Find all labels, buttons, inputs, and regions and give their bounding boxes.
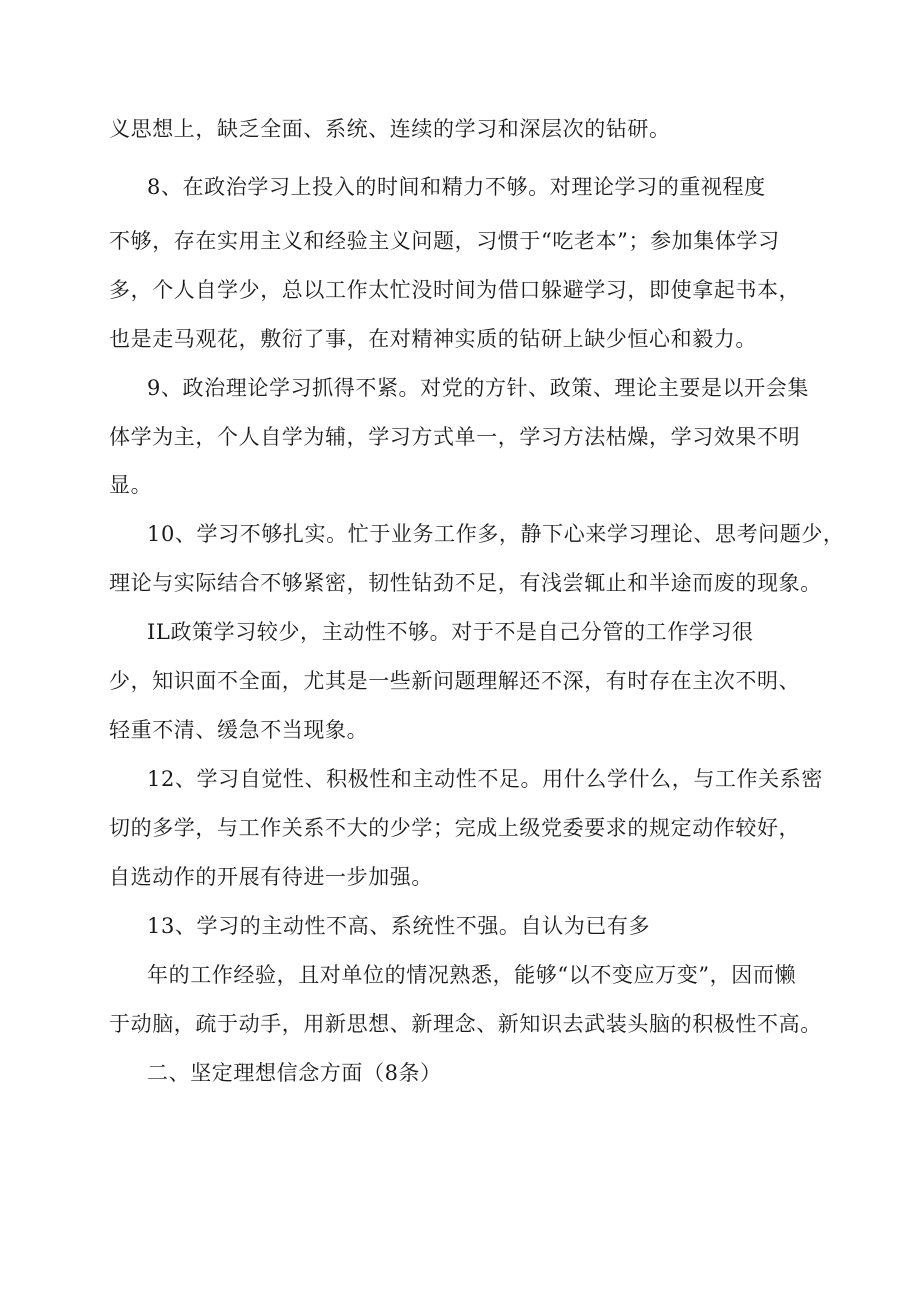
- paragraph-item-8-line: 8、在政治学习上投入的时间和精力不够。对理论学习的重视程度: [147, 175, 766, 199]
- text-line: 切的多学，与工作关系不大的少学；完成上级党委要求的规定动作较好，: [109, 816, 801, 840]
- paragraph-item-9-line: 9、政治理论学习抓得不紧。对党的方针、政策、理论主要是以开会集: [147, 376, 809, 400]
- section-heading: 二、坚定理想信念方面（8条）: [147, 1061, 442, 1085]
- paragraph-item-10-line: 10、学习不够扎实。忙于业务工作多，静下心来学习理论、思考问题少，: [147, 522, 845, 546]
- text-line: 自选动作的开展有待进一步加强。: [109, 865, 433, 889]
- text-line: 不够，存在实用主义和经验主义问题，习惯于“吃老本”；参加集体学习: [109, 229, 780, 253]
- text-line: 理论与实际结合不够紧密，韧性钻劲不足，有浅尝辄止和半途而废的现象。: [109, 571, 822, 595]
- text-line: 也是走马观花，敷衍了事，在对精神实质的钻研上缺少恒心和毅力。: [109, 327, 757, 351]
- paragraph-item-13-line: 13、学习的主动性不高、系统性不强。自认为已有多: [147, 914, 651, 938]
- text-line: 少，知识面不全面，尤其是一些新问题理解还不深，有时存在主次不明、: [109, 669, 801, 693]
- paragraph-item-11-line: IL政策学习较少，主动性不够。对于不是自己分管的工作学习很: [147, 620, 754, 644]
- paragraph-item-12-line: 12、学习自觉性、积极性和主动性不足。用什么学什么，与工作关系密: [147, 767, 823, 791]
- text-line: 于动脑，疏于动手，用新思想、新理念、新知识去武装头脑的积极性不高。: [109, 1012, 822, 1036]
- text-line: 年的工作经验，且对单位的情况熟悉，能够“以不变应万变”，因而懒: [147, 963, 797, 987]
- text-line: 义思想上，缺乏全面、系统、连续的学习和深层次的钻研。: [109, 117, 671, 141]
- text-line: 多，个人自学少，总以工作太忙没时间为借口躲避学习，即使拿起书本，: [109, 278, 801, 302]
- text-line: 显。: [109, 473, 153, 497]
- text-line: 轻重不清、缓急不当现象。: [109, 718, 369, 742]
- text-line: 体学为主，个人自学为辅，学习方式单一，学习方法枯燥，学习效果不明: [109, 425, 801, 449]
